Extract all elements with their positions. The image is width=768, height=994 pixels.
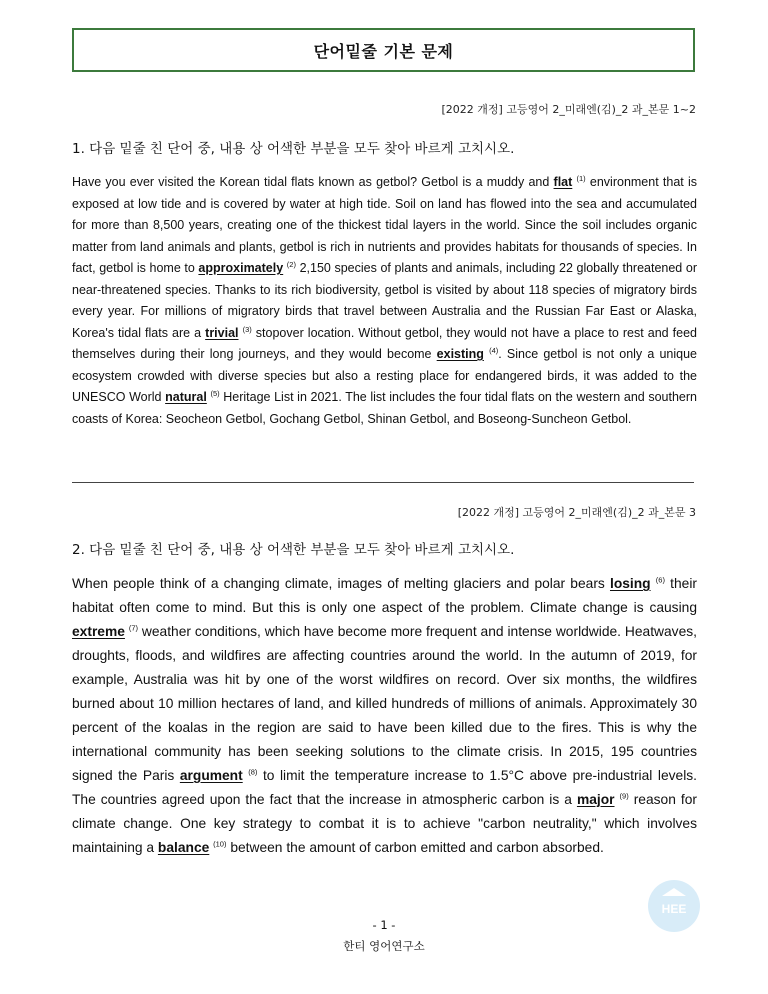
passage-text: between the amount of carbon emitted and carbon absorbed. bbox=[226, 840, 604, 855]
passage-text: their habitat often come to mind. But this is only one aspect of the problem. Climate change is causing bbox=[72, 576, 697, 615]
underlined-word-1: flat bbox=[553, 175, 573, 189]
underlined-word-2: approximately bbox=[198, 261, 284, 275]
passage-text: When people think of a changing climate, images of melting glaciers and polar bears bbox=[72, 576, 610, 591]
marker-6: (6) bbox=[655, 575, 665, 585]
passage-text: stopover location. Without getbol, they would not have a place to rest and feed themselves during their long journeys, and they would become bbox=[72, 325, 697, 361]
question-1: 1. 다음 밑줄 친 단어 중, 내용 상 어색한 부분을 모두 찾아 바르게 고치시오. bbox=[72, 141, 515, 157]
marker-3: (3) bbox=[242, 324, 252, 334]
question-2: 2. 다음 밑줄 친 단어 중, 내용 상 어색한 부분을 모두 찾아 바르게 고치시오. bbox=[72, 542, 515, 558]
underlined-word-3: trivial bbox=[205, 325, 239, 340]
passage-text: reason for climate change. One key strategy to combat it is to achieve "carbon neutrality," which involves maintaining a bbox=[72, 792, 697, 855]
institute-name: 한티 영어연구소 bbox=[343, 939, 425, 953]
passage-text: weather conditions, which have become more frequent and intense worldwide. Heatwaves, droughts, floods, and wildfires are affecting countries around the world. In the autumn of 2019, for example, Australia was hit by one of the worst wildfires on record. Over six months, the wildfires burned about 10 million hectares of land, and killed hundreds of millions of animals. Approximately 30 percent of the koalas in the region are said to have been killed due to the fires. This is why the international community has been seeking solutions to the climate crisis. In 2015, 195 countries signed the Paris bbox=[72, 624, 697, 783]
passage-1 bbox=[72, 172, 697, 430]
underlined-word-8: argument bbox=[179, 768, 243, 783]
passage-text: environment that is exposed at low tide and is covered by water at high tide. Soil on land has flowed into the sea and accumulated for more than 8,500 years, creating one of the thickest tidal layers in the world. Since the soil includes organic matter from land animals and plants, getbol is rich in nutrients and provides habitats for thousands of species. In fact, getbol is home to bbox=[72, 175, 697, 275]
passage-text: 2,150 species of plants and animals, including 22 globally threatened or near-threatened species. Thanks to its rich biodiversity, getbol is visited by about 118 species of migratory birds every year. For millions of migratory birds that travel between Australia and the Russian Far East or Alaska, Korea's tidal flats are a bbox=[72, 261, 697, 340]
marker-2: (2) bbox=[286, 259, 296, 269]
underlined-word-10: balance bbox=[157, 840, 210, 855]
page-title-text: 단어밑줄 기본 문제 bbox=[313, 41, 454, 61]
marker-7: (7) bbox=[128, 623, 139, 633]
passage-text: Heritage List in 2021. The list includes the four tidal flats on the western and southern coasts of Korea: Seocheon Getbol, Gochang Getbol, Shinan Getbol, and Boseong-Suncheon Getbol. bbox=[72, 390, 697, 426]
underlined-word-6: losing bbox=[609, 576, 651, 591]
logo-text: HEE bbox=[661, 902, 687, 916]
marker-8: (8) bbox=[248, 767, 258, 777]
section-divider bbox=[72, 482, 694, 483]
underlined-word-5: natural bbox=[165, 390, 207, 404]
page-title bbox=[72, 28, 695, 72]
marker-10: (10) bbox=[213, 839, 227, 849]
passage-text: to limit the temperature increase to 1.5°C above pre-industrial levels. The countries agreed upon the fact that the increase in atmospheric carbon is a bbox=[72, 768, 697, 807]
underlined-word-9: major bbox=[576, 792, 615, 807]
marker-1: (1) bbox=[576, 173, 586, 183]
marker-9: (9) bbox=[619, 791, 629, 801]
passage-text: . Since getbol is not only a unique ecosystem crowded with diverse species but also a resting place for endangered birds, it was added to the UNESCO World bbox=[72, 347, 697, 404]
page-number: - 1 - bbox=[372, 918, 396, 932]
graduation-cap-icon bbox=[662, 888, 686, 896]
passage-text: Have you ever visited the Korean tidal flats known as getbol? Getbol is a muddy and bbox=[72, 175, 554, 189]
source-label-2: [2022 개정] 고등영어 2_미래엔(김)_2 과_본문 3 bbox=[457, 506, 696, 519]
source-label-1: [2022 개정] 고등영어 2_미래엔(김)_2 과_본문 1~2 bbox=[441, 103, 696, 116]
underlined-word-4: existing bbox=[436, 347, 484, 361]
underlined-word-7: extreme bbox=[72, 624, 125, 639]
marker-4: (4) bbox=[489, 345, 499, 355]
marker-5: (5) bbox=[210, 388, 220, 398]
passage-2 bbox=[72, 572, 697, 860]
